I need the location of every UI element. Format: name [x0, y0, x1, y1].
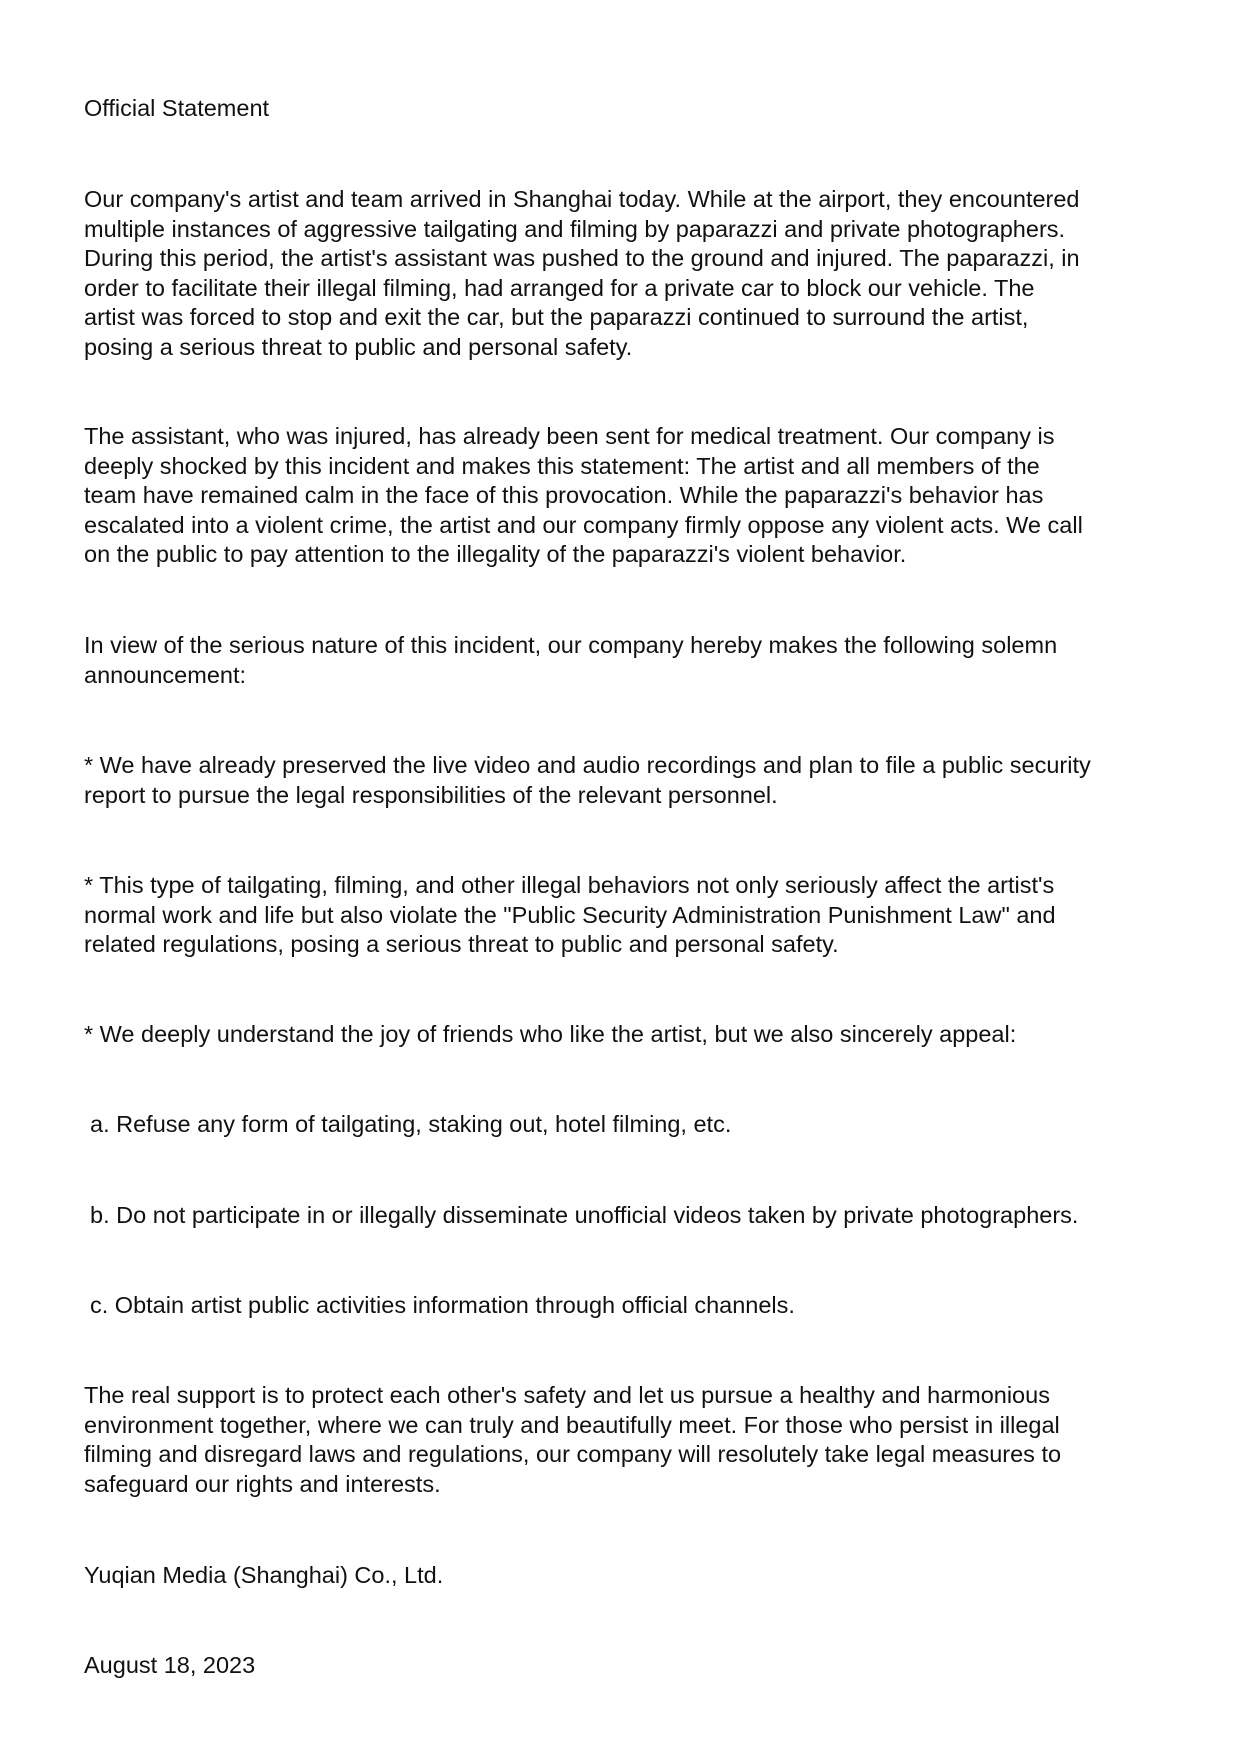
paragraph-announcement-intro: In view of the serious nature of this incident, our company hereby makes the following solemn announcement:: [84, 632, 1058, 688]
paragraph-incident: Our company's artist and team arrived in Shanghai today. While at the airport, they encountered multiple instances of aggressive tailgating and filming by paparazzi and private photographers. During this period, the artist's assistant was pushed to the ground and injured. The paparazzi, in order to facilitate their illegal filming, had arranged for a private car to block our vehicle. The artist was forced to stop and exit the car, but the paparazzi continued to surround the artist, posing a serious threat to public and personal safety.: [84, 186, 1080, 360]
bullet-illegal-behavior: * This type of tailgating, filming, and other illegal behaviors not only seriously affect the artist's normal work and life but also violate the "Public Security Administration Punishment Law" and related regulations, posing a serious threat to public and personal safety.: [84, 872, 1056, 957]
appeal-item-c: c. Obtain artist public activities information through official channels.: [90, 1292, 795, 1318]
bullet-appeal: * We deeply understand the joy of friends who like the artist, but we also sincerely appeal:: [84, 1021, 1017, 1047]
paragraph-response: The assistant, who was injured, has already been sent for medical treatment. Our company is deeply shocked by this incident and makes this statement: The artist and all members of the team have remained calm in the face of this provocation. While the paparazzi's behavior has escalated into a violent crime, the artist and our company firmly oppose any violent acts. We call on the public to pay attention to the illegality of the paparazzi's violent behavior.: [84, 423, 1083, 567]
company-signature: Yuqian Media (Shanghai) Co., Ltd.: [84, 1562, 444, 1588]
paragraph-closing: The real support is to protect each other's safety and let us pursue a healthy and harmonious environment together, where we can truly and beautifully meet. For those who persist in illegal filming and disregard laws and regulations, our company will resolutely take legal measures to safeguard our rights and interests.: [84, 1382, 1062, 1497]
statement-date: August 18, 2023: [84, 1652, 256, 1678]
appeal-item-b: b. Do not participate in or illegally disseminate unofficial videos taken by private photographers.: [90, 1202, 1079, 1228]
appeal-item-a: a. Refuse any form of tailgating, staking out, hotel filming, etc.: [90, 1111, 732, 1137]
document-title: Official Statement: [84, 95, 270, 121]
bullet-evidence: * We have already preserved the live video and audio recordings and plan to file a public security report to pursue the legal responsibilities of the relevant personnel.: [84, 752, 1091, 808]
